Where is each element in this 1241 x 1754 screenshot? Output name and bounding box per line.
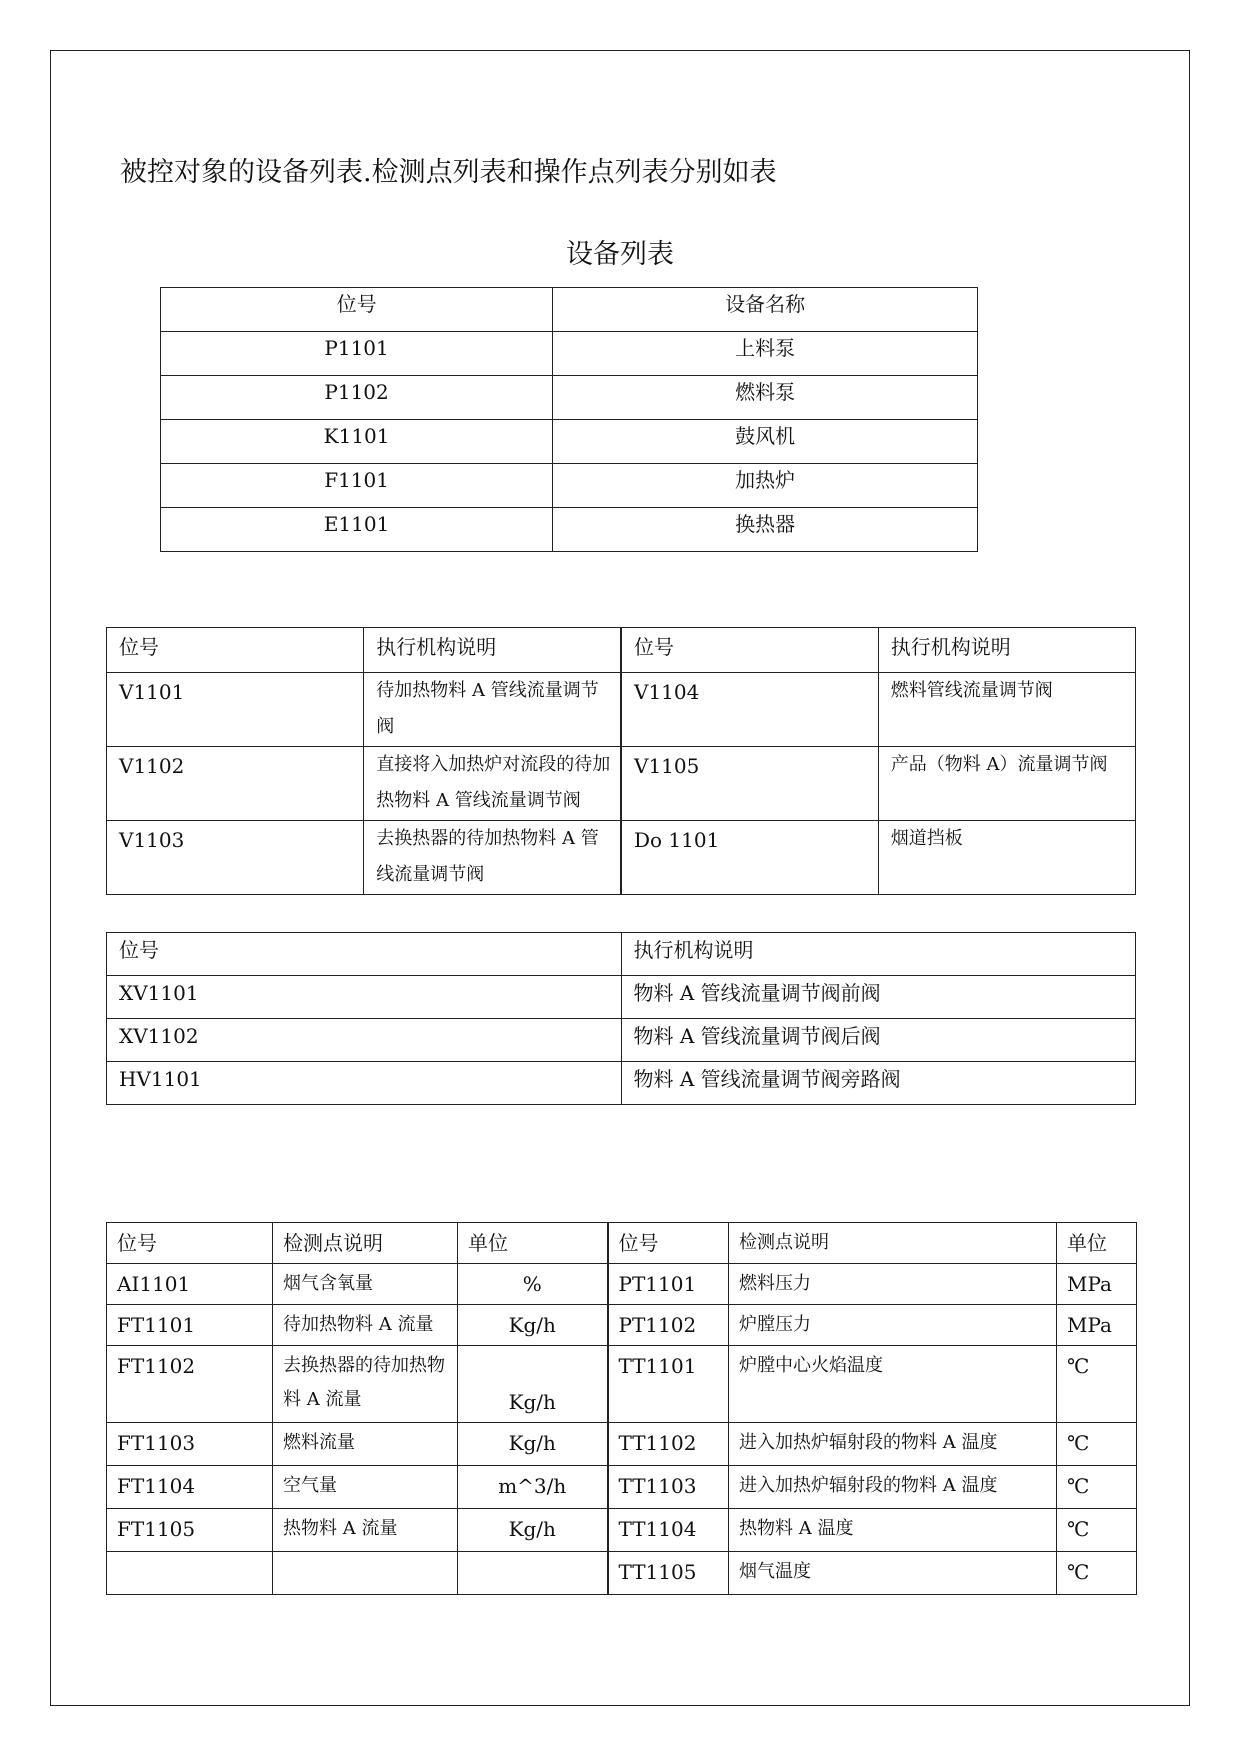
header-cell: 设备名称 [553, 288, 978, 332]
table-header-row [161, 288, 978, 332]
table-row [107, 747, 1136, 821]
table-row [107, 1264, 1137, 1305]
tag-cell: FT1104 [107, 1466, 273, 1509]
description-cell: 燃料管线流量调节阀 [878, 673, 1135, 747]
tag-cell: AI1101 [107, 1264, 273, 1305]
tag-cell: V1102 [107, 747, 364, 821]
tag-cell: FT1101 [107, 1305, 273, 1346]
unit-cell: m^3/h [458, 1466, 608, 1509]
tag-cell: F1101 [161, 464, 553, 508]
header-cell: 位号 [107, 1223, 273, 1264]
tag-cell: P1102 [161, 376, 553, 420]
description-cell: 去换热器的待加热物料 A 管线流量调节阀 [364, 821, 621, 895]
table-row [107, 1346, 1137, 1423]
tag-cell: V1104 [621, 673, 878, 747]
description-cell: 炉膛中心火焰温度 [729, 1346, 1057, 1423]
header-cell: 位号 [621, 628, 878, 673]
header-cell: 检测点说明 [273, 1223, 458, 1264]
table-row [161, 464, 978, 508]
table-row [161, 508, 978, 552]
unit-cell: Kg/h [458, 1305, 608, 1346]
description-cell: 烟道挡板 [878, 821, 1135, 895]
description-cell: 空气量 [273, 1466, 458, 1509]
description-cell: 物料 A 管线流量调节阀旁路阀 [621, 1062, 1136, 1105]
actuator-table [106, 627, 1136, 895]
description-cell: 烟气含氧量 [273, 1264, 458, 1305]
tag-cell: HV1101 [107, 1062, 622, 1105]
tag-cell: V1105 [621, 747, 878, 821]
description-cell: 待加热物料 A 管线流量调节阀 [364, 673, 621, 747]
tag-cell: TT1105 [608, 1552, 729, 1595]
description-cell: 炉膛压力 [729, 1305, 1057, 1346]
name-cell: 加热炉 [553, 464, 978, 508]
description-cell: 燃料压力 [729, 1264, 1057, 1305]
description-cell: 直接将入加热炉对流段的待加热物料 A 管线流量调节阀 [364, 747, 621, 821]
tag-cell: FT1105 [107, 1509, 273, 1552]
unit-cell [458, 1552, 608, 1595]
equipment-table [160, 287, 978, 552]
description-cell [273, 1552, 458, 1595]
tag-cell: P1101 [161, 332, 553, 376]
unit-cell: Kg/h [458, 1346, 608, 1423]
table-header-row [107, 933, 1136, 976]
description-cell: 物料 A 管线流量调节阀前阀 [621, 976, 1136, 1019]
description-cell: 进入加热炉辐射段的物料 A 温度 [729, 1466, 1057, 1509]
table-row [107, 1062, 1136, 1105]
description-cell: 燃料流量 [273, 1423, 458, 1466]
table-row [161, 420, 978, 464]
description-cell: 热物料 A 温度 [729, 1509, 1057, 1552]
measurement-table [106, 1222, 1137, 1595]
table-row [107, 821, 1136, 895]
tag-cell: FT1102 [107, 1346, 273, 1423]
table-row [107, 1019, 1136, 1062]
unit-cell: ℃ [1057, 1346, 1137, 1423]
tag-cell [107, 1552, 273, 1595]
table-row [161, 376, 978, 420]
table-row [107, 1509, 1137, 1552]
header-cell: 单位 [458, 1223, 608, 1264]
header-cell: 单位 [1057, 1223, 1137, 1264]
tag-cell: TT1101 [608, 1346, 729, 1423]
header-cell: 执行机构说明 [621, 933, 1136, 976]
tag-cell: E1101 [161, 508, 553, 552]
unit-cell: Kg/h [458, 1423, 608, 1466]
unit-cell: MPa [1057, 1305, 1137, 1346]
table-row [161, 332, 978, 376]
tag-cell: PT1102 [608, 1305, 729, 1346]
table-row [107, 1423, 1137, 1466]
tag-cell: K1101 [161, 420, 553, 464]
tag-cell: V1101 [107, 673, 364, 747]
unit-cell: MPa [1057, 1264, 1137, 1305]
header-cell: 位号 [107, 628, 364, 673]
unit-cell: % [458, 1264, 608, 1305]
name-cell: 鼓风机 [553, 420, 978, 464]
unit-cell: ℃ [1057, 1423, 1137, 1466]
intro-text: 被控对象的设备列表.检测点列表和操作点列表分别如表 [120, 157, 777, 188]
tag-cell: FT1103 [107, 1423, 273, 1466]
table-header-row [107, 628, 1136, 673]
header-cell: 位号 [107, 933, 622, 976]
tag-cell: XV1102 [107, 1019, 622, 1062]
description-cell: 物料 A 管线流量调节阀后阀 [621, 1019, 1136, 1062]
description-cell: 产品（物料 A）流量调节阀 [878, 747, 1135, 821]
unit-cell: ℃ [1057, 1509, 1137, 1552]
unit-cell: Kg/h [458, 1509, 608, 1552]
equipment-table-title: 设备列表 [566, 239, 674, 270]
header-cell: 检测点说明 [729, 1223, 1057, 1264]
table-row [107, 976, 1136, 1019]
header-cell: 执行机构说明 [364, 628, 621, 673]
header-cell: 位号 [608, 1223, 729, 1264]
header-cell: 位号 [161, 288, 553, 332]
description-cell: 烟气温度 [729, 1552, 1057, 1595]
tag-cell: TT1103 [608, 1466, 729, 1509]
description-cell: 进入加热炉辐射段的物料 A 温度 [729, 1423, 1057, 1466]
tag-cell: TT1104 [608, 1509, 729, 1552]
unit-cell: ℃ [1057, 1466, 1137, 1509]
description-cell: 去换热器的待加热物料 A 流量 [273, 1346, 458, 1423]
tag-cell: PT1101 [608, 1264, 729, 1305]
tag-cell: Do 1101 [621, 821, 878, 895]
tag-cell: TT1102 [608, 1423, 729, 1466]
description-cell: 热物料 A 流量 [273, 1509, 458, 1552]
description-cell: 待加热物料 A 流量 [273, 1305, 458, 1346]
name-cell: 换热器 [553, 508, 978, 552]
table-header-row [107, 1223, 1137, 1264]
table-row [107, 1305, 1137, 1346]
tag-cell: V1103 [107, 821, 364, 895]
table-row [107, 673, 1136, 747]
tag-cell: XV1101 [107, 976, 622, 1019]
name-cell: 燃料泵 [553, 376, 978, 420]
valve-table [106, 932, 1136, 1105]
name-cell: 上料泵 [553, 332, 978, 376]
header-cell: 执行机构说明 [878, 628, 1135, 673]
table-row [107, 1466, 1137, 1509]
table-row [107, 1552, 1137, 1595]
unit-cell: ℃ [1057, 1552, 1137, 1595]
